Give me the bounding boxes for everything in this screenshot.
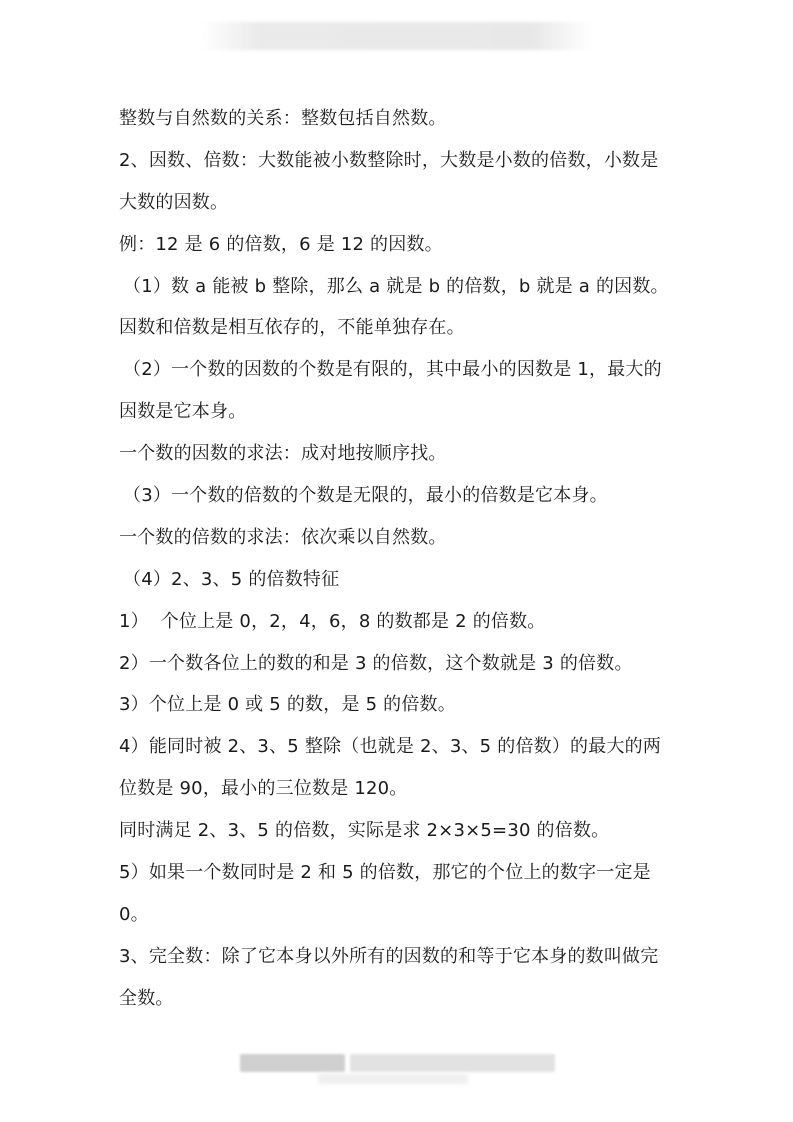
- footer-watermark: [350, 1054, 555, 1072]
- text-line: 因数是它本身。: [119, 401, 247, 423]
- text-line: 0。: [119, 903, 149, 925]
- text-line: 全数。: [119, 987, 174, 1009]
- text-line: 5）如果一个数同时是 2 和 5 的倍数，那它的个位上的数字一定是: [119, 862, 651, 884]
- text-line: 2）一个数各位上的数的和是 3 的倍数，这个数就是 3 的倍数。: [119, 652, 633, 674]
- text-line: 同时满足 2、3、5 的倍数，实际是求 2×3×5=30 的倍数。: [119, 820, 610, 842]
- text-line: （2）一个数的因数的个数是有限的，其中最小的因数是 1，最大的: [123, 359, 662, 381]
- text-line: 3、完全数：除了它本身以外所有的因数的和等于它本身的数叫做完: [119, 945, 659, 967]
- text-line: 例：12 是 6 的倍数，6 是 12 的因数。: [119, 233, 443, 255]
- text-line: 4）能同时被 2、3、5 整除（也就是 2、3、5 的倍数）的最大的两: [119, 736, 662, 758]
- text-line: 大数的因数。: [119, 191, 229, 213]
- header-watermark: [200, 22, 593, 50]
- text-line: （3）一个数的倍数的个数是无限的，最小的倍数是它本身。: [123, 485, 608, 507]
- text-line: （1）数 a 能被 b 整除，那么 a 就是 b 的倍数，b 就是 a 的因数。: [123, 275, 669, 297]
- text-line: 3）个位上是 0 或 5 的数，是 5 的倍数。: [119, 694, 456, 716]
- text-line: （4）2、3、5 的倍数特征: [123, 568, 340, 590]
- text-line: 位数是 90，最小的三位数是 120。: [119, 778, 408, 800]
- document-body: [119, 98, 679, 1020]
- footer-watermark: [318, 1074, 468, 1084]
- text-line: 整数与自然数的关系：整数包括自然数。: [119, 108, 447, 129]
- text-line: 一个数的倍数的求法：依次乘以自然数。: [119, 526, 447, 548]
- text-line: 2、因数、倍数：大数能被小数整除时，大数是小数的倍数，小数是: [119, 149, 659, 171]
- footer-watermark: [240, 1054, 345, 1072]
- text-line: 1） 个位上是 0，2，4，6，8 的数都是 2 的倍数。: [119, 610, 546, 632]
- text-line: 一个数的因数的求法：成对地按顺序找。: [119, 443, 447, 465]
- text-line: 因数和倍数是相互依存的，不能单独存在。: [119, 317, 465, 339]
